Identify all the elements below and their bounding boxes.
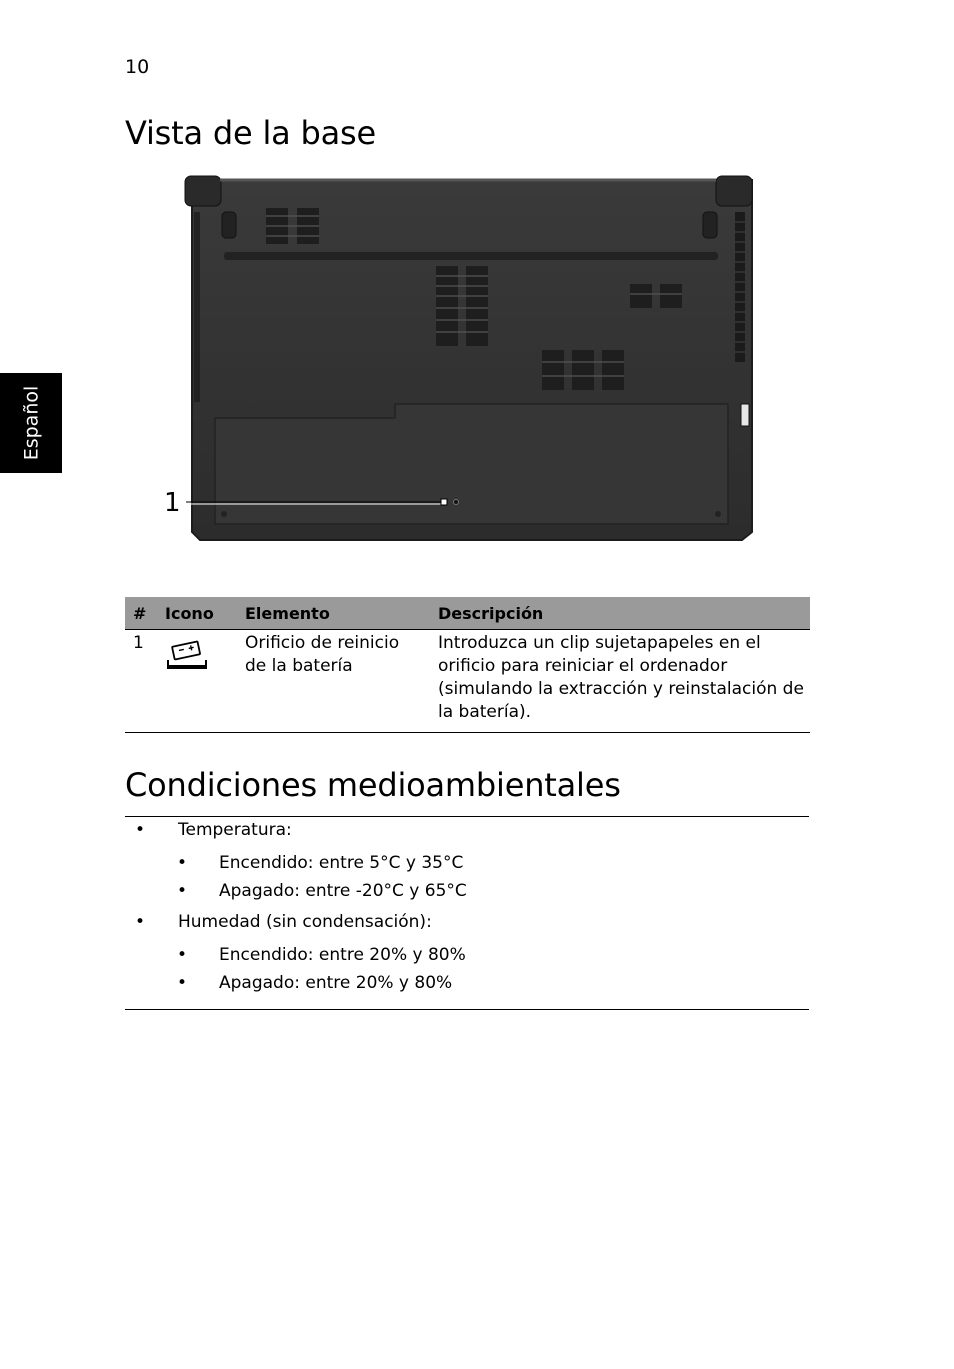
row-icon-cell: [157, 630, 237, 733]
laptop-base-illustration: [160, 172, 760, 550]
list-item: [125, 969, 809, 997]
col-number: #: [125, 597, 157, 630]
table-header-row: [125, 597, 810, 630]
list-item: [125, 849, 809, 877]
environment-list: [125, 816, 809, 1010]
list-item: [125, 941, 809, 969]
battery-reset-icon: [165, 638, 209, 674]
section-title-environment: Condiciones medioambientales: [125, 766, 621, 804]
bullet: •: [177, 853, 188, 873]
callout-number: 1: [164, 488, 181, 518]
col-description: Descripción: [430, 597, 810, 630]
list-item-label: Encendido: entre 20% y 80%: [219, 945, 466, 965]
page-number: 10: [125, 56, 150, 78]
bullet: •: [177, 945, 188, 965]
bullet: •: [135, 820, 146, 840]
bullet: •: [177, 973, 188, 993]
table-row: [125, 630, 810, 733]
language-tab: [0, 373, 62, 473]
bullet: •: [135, 912, 146, 932]
row-number: 1: [125, 630, 157, 733]
list-item-label: Apagado: entre 20% y 80%: [219, 973, 453, 993]
list-item-label: Humedad (sin condensación):: [178, 912, 432, 932]
list-item-label: Temperatura:: [178, 820, 292, 840]
col-icon: Icono: [157, 597, 237, 630]
section-title-base-view: Vista de la base: [125, 114, 377, 152]
parts-table: [125, 597, 810, 733]
row-description: Introduzca un clip sujetapapeles en el orificio para reiniciar el ordenador (simulando la extracción y reinstalación de la batería).: [430, 630, 810, 733]
col-element: Elemento: [237, 597, 430, 630]
row-element: Orificio de reinicio de la batería: [237, 630, 430, 733]
list-item: [125, 877, 809, 905]
bullet: •: [177, 881, 188, 901]
list-item-label: Encendido: entre 5°C y 35°C: [219, 853, 464, 873]
list-item: [125, 819, 809, 905]
language-tab-label: Español: [20, 385, 42, 461]
list-item: [125, 911, 809, 997]
list-item-label: Apagado: entre -20°C y 65°C: [219, 881, 467, 901]
